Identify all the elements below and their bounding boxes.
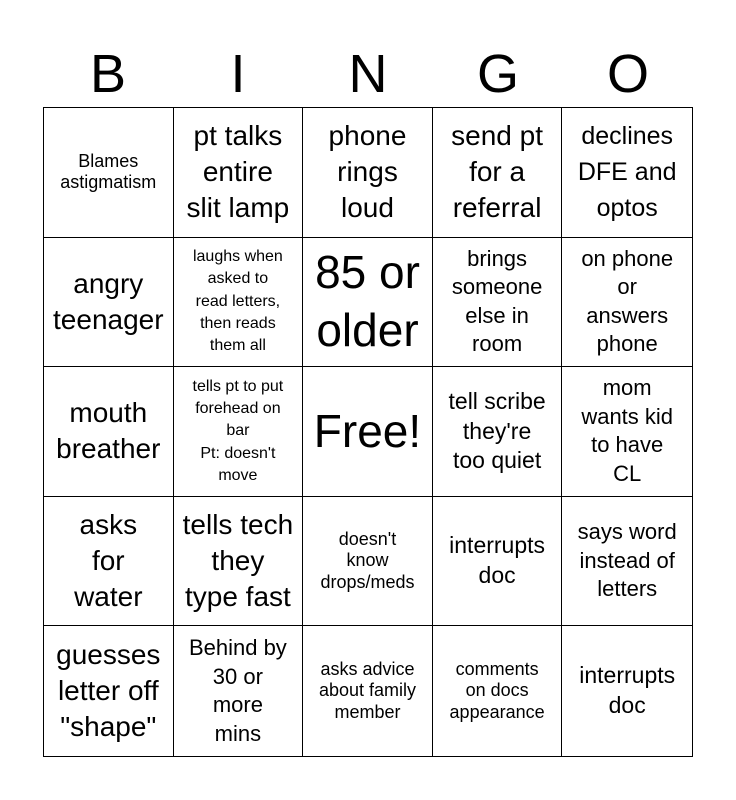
bingo-cell-r1-c3[interactable] xyxy=(303,108,433,238)
bingo-cell-r3-c2[interactable] xyxy=(174,367,304,497)
cell-text: angry teenager xyxy=(53,267,164,335)
header-letter-n: N xyxy=(348,44,388,104)
bingo-cell-r4-c3[interactable] xyxy=(303,497,433,627)
bingo-cell-free-space[interactable] xyxy=(303,367,433,497)
cell-text: tells pt to put forehead on bar Pt: doesn't move xyxy=(192,377,284,485)
bingo-cell-r4-c1[interactable] xyxy=(44,497,174,627)
header-letter-b: B xyxy=(89,44,127,104)
cell-text: brings someone else in room xyxy=(451,245,543,357)
bingo-cell-r2-c2[interactable] xyxy=(174,238,304,368)
cell-text: guesses letter off "shape" xyxy=(56,638,161,743)
cell-text: mouth breather xyxy=(56,397,161,465)
bingo-header xyxy=(43,40,693,108)
header-letter-o: O xyxy=(606,44,649,104)
bingo-cell-r2-c1[interactable] xyxy=(44,238,174,368)
bingo-card-grid xyxy=(43,107,693,757)
cell-text: 85 or older xyxy=(315,246,420,356)
cell-text: says word instead of letters xyxy=(577,519,677,602)
cell-text: tell scribe they're too quiet xyxy=(448,387,546,474)
header-letter-g: G xyxy=(476,44,519,104)
header-letter-i: I xyxy=(230,44,246,104)
cell-text: on phone or answers phone xyxy=(581,245,674,357)
cell-text: comments on docs appearance xyxy=(449,658,545,722)
bingo-cell-r5-c5[interactable] xyxy=(562,626,692,756)
bingo-cell-r4-c4[interactable] xyxy=(433,497,563,627)
bingo-cell-r4-c5[interactable] xyxy=(562,497,692,627)
bingo-cell-r1-c1[interactable] xyxy=(44,108,174,238)
cell-text: send pt for a referral xyxy=(451,119,544,224)
bingo-cell-r2-c3[interactable] xyxy=(303,238,433,368)
bingo-cell-r3-c4[interactable] xyxy=(433,367,563,497)
cell-text: interrupts doc xyxy=(449,532,546,589)
cell-text: interrupts doc xyxy=(579,662,676,719)
cell-text: Behind by 30 or more mins xyxy=(188,635,287,746)
cell-text: laughs when asked to read letters, then reads them all xyxy=(192,247,283,355)
cell-text: phone rings loud xyxy=(328,119,407,224)
free-space-text: Free! xyxy=(313,404,422,457)
bingo-cell-r5-c2[interactable] xyxy=(174,626,304,756)
cell-text: asks advice about family member xyxy=(318,658,417,722)
bingo-cell-r3-c1[interactable] xyxy=(44,367,174,497)
bingo-cell-r5-c4[interactable] xyxy=(433,626,563,756)
bingo-cell-r1-c5[interactable] xyxy=(562,108,692,238)
bingo-cell-r4-c2[interactable] xyxy=(174,497,304,627)
cell-text: asks for water xyxy=(74,508,143,613)
bingo-cell-r1-c4[interactable] xyxy=(433,108,563,238)
cell-text: declines DFE and optos xyxy=(577,121,677,223)
cell-text: pt talks entire slit lamp xyxy=(186,119,290,224)
bingo-cell-r1-c2[interactable] xyxy=(174,108,304,238)
bingo-cell-r2-c5[interactable] xyxy=(562,238,692,368)
bingo-cell-r5-c3[interactable] xyxy=(303,626,433,756)
cell-text: doesn't know drops/meds xyxy=(320,528,415,592)
cell-text: mom wants kid to have CL xyxy=(581,375,674,487)
bingo-cell-r5-c1[interactable] xyxy=(44,626,174,756)
cell-text: Blames astigmatism xyxy=(60,150,157,193)
bingo-cell-r2-c4[interactable] xyxy=(433,238,563,368)
bingo-cell-r3-c5[interactable] xyxy=(562,367,692,497)
cell-text: tells tech they type fast xyxy=(182,508,294,613)
